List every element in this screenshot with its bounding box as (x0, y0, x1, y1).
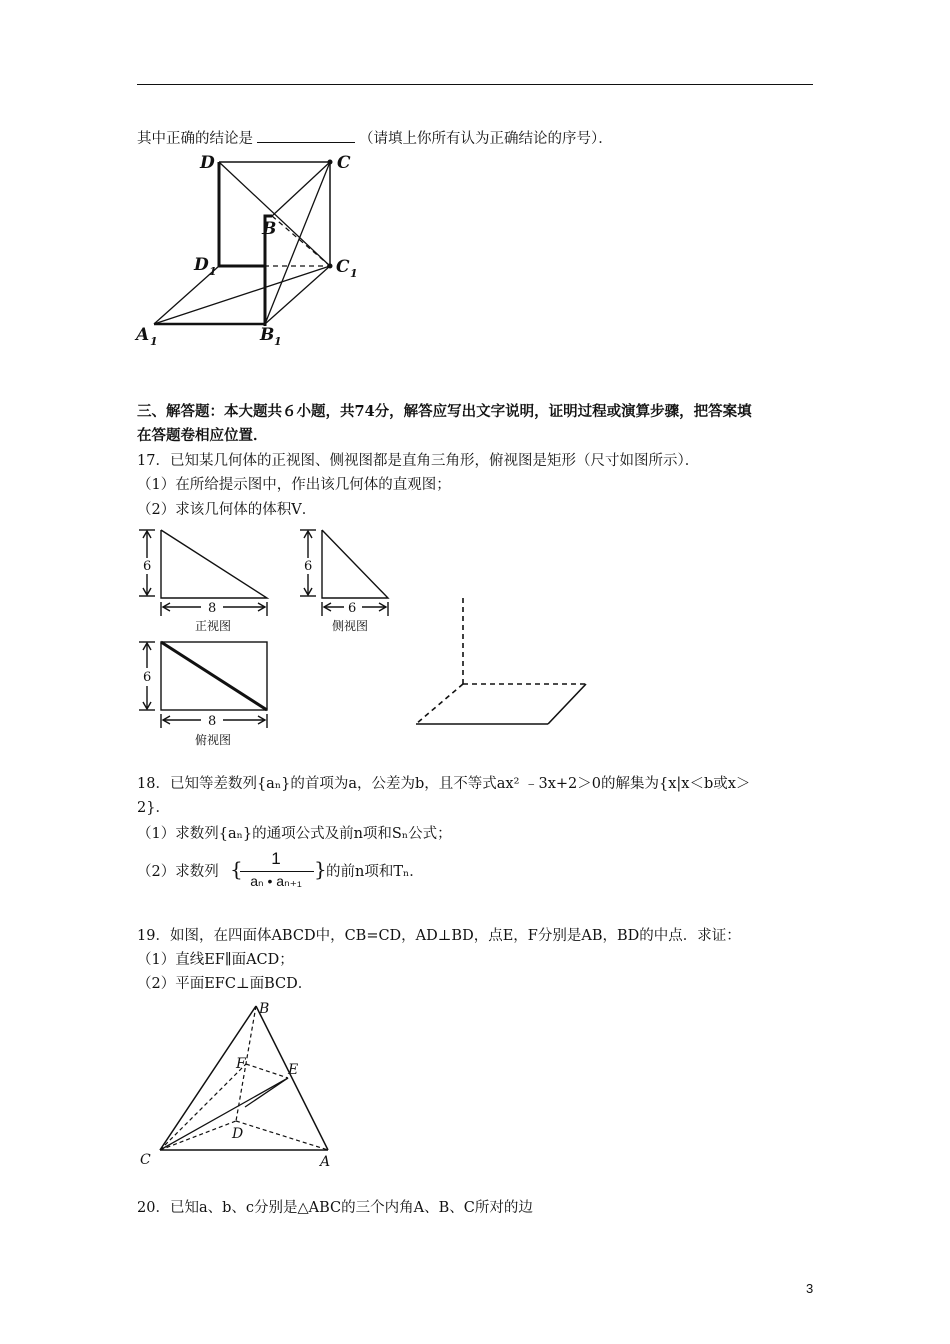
q18-fraction: { 1 aₙ • aₙ₊₁ } (230, 849, 327, 889)
svg-text:1: 1 (209, 265, 217, 278)
q17-part1: （1）在所给提示图中，作出该几何体的直观图； (137, 477, 451, 493)
label-c1: C (336, 257, 350, 277)
q19-part1: （1）直线EF∥面ACD； (137, 952, 294, 968)
hint-figure (408, 592, 598, 732)
q19-part2: （2）平面EFC⊥面BCD． (137, 976, 313, 992)
svg-text:俯视图: 俯视图 (195, 733, 232, 747)
label-a1: A (136, 325, 150, 345)
q18-part2-suffix: 的前n项和Tₙ． (326, 864, 424, 880)
q17-stem: 17．已知某几何体的正视图、侧视图都是直角三角形，俯视图是矩形（尺寸如图所示）． (137, 453, 700, 469)
label-d1: D (194, 255, 209, 275)
label-c: C (140, 1152, 151, 1168)
q18-part1: （1）求数列{aₙ}的通项公式及前n项和Sₙ公式； (137, 826, 452, 842)
svg-text:1: 1 (274, 335, 282, 348)
svg-text:6: 6 (348, 601, 357, 616)
svg-text:6: 6 (304, 559, 313, 574)
label-b: B (259, 1001, 270, 1017)
svg-text:6: 6 (143, 670, 152, 685)
svg-text:1: 1 (350, 267, 358, 280)
header-rule (137, 84, 813, 85)
section-heading-cont: 在答题卷相应位置． (137, 427, 268, 444)
section-heading: 三、解答题：本大题共６小题，共74分，解答应写出文字说明，证明过程或演算步骤，把答案填 (137, 403, 752, 420)
label-f: F (236, 1056, 246, 1072)
side-view (296, 526, 406, 636)
svg-text:8: 8 (208, 601, 217, 616)
label-b: B (262, 219, 277, 239)
q20-stem: 20．已知a、b、c分别是△ABC的三个内角A、B、C所对的边 (137, 1200, 533, 1216)
front-view (135, 526, 285, 636)
svg-text:8: 8 (208, 714, 217, 729)
label-e: E (288, 1062, 299, 1078)
label-d: D (232, 1126, 244, 1142)
top-view (135, 636, 285, 751)
label-a: A (320, 1154, 331, 1170)
svg-text:6: 6 (143, 559, 152, 574)
answer-blank[interactable] (257, 128, 355, 143)
q17-part2: （2）求该几何体的体积V． (137, 502, 317, 518)
tetrahedron-figure (130, 998, 350, 1174)
label-d: D (200, 153, 215, 173)
cube-figure (130, 148, 370, 358)
q16-answer-line: 其中正确的结论是 （请填上你所有认为正确结论的序号）． (137, 128, 613, 149)
svg-text:正视图: 正视图 (195, 619, 232, 633)
q18-stem: 18．已知等差数列{aₙ}的首项为a，公差为b，且不等式ax² ﹣3x+2＞0的解集为{x|x＜b或x＞ (137, 776, 751, 792)
q18-part2-prefix: （2）求数列 (137, 864, 219, 880)
label-b1: B (260, 325, 275, 345)
svg-text:1: 1 (150, 335, 158, 348)
label-c: C (337, 153, 351, 173)
page-number: 3 (806, 1281, 814, 1296)
q19-stem: 19．如图，在四面体ABCD中，CB=CD，AD⊥BD，点E，F分别是AB，BD的中点．求证： (137, 928, 741, 944)
q18-stem-cont: 2}． (137, 800, 170, 816)
svg-text:侧视图: 侧视图 (332, 619, 369, 633)
